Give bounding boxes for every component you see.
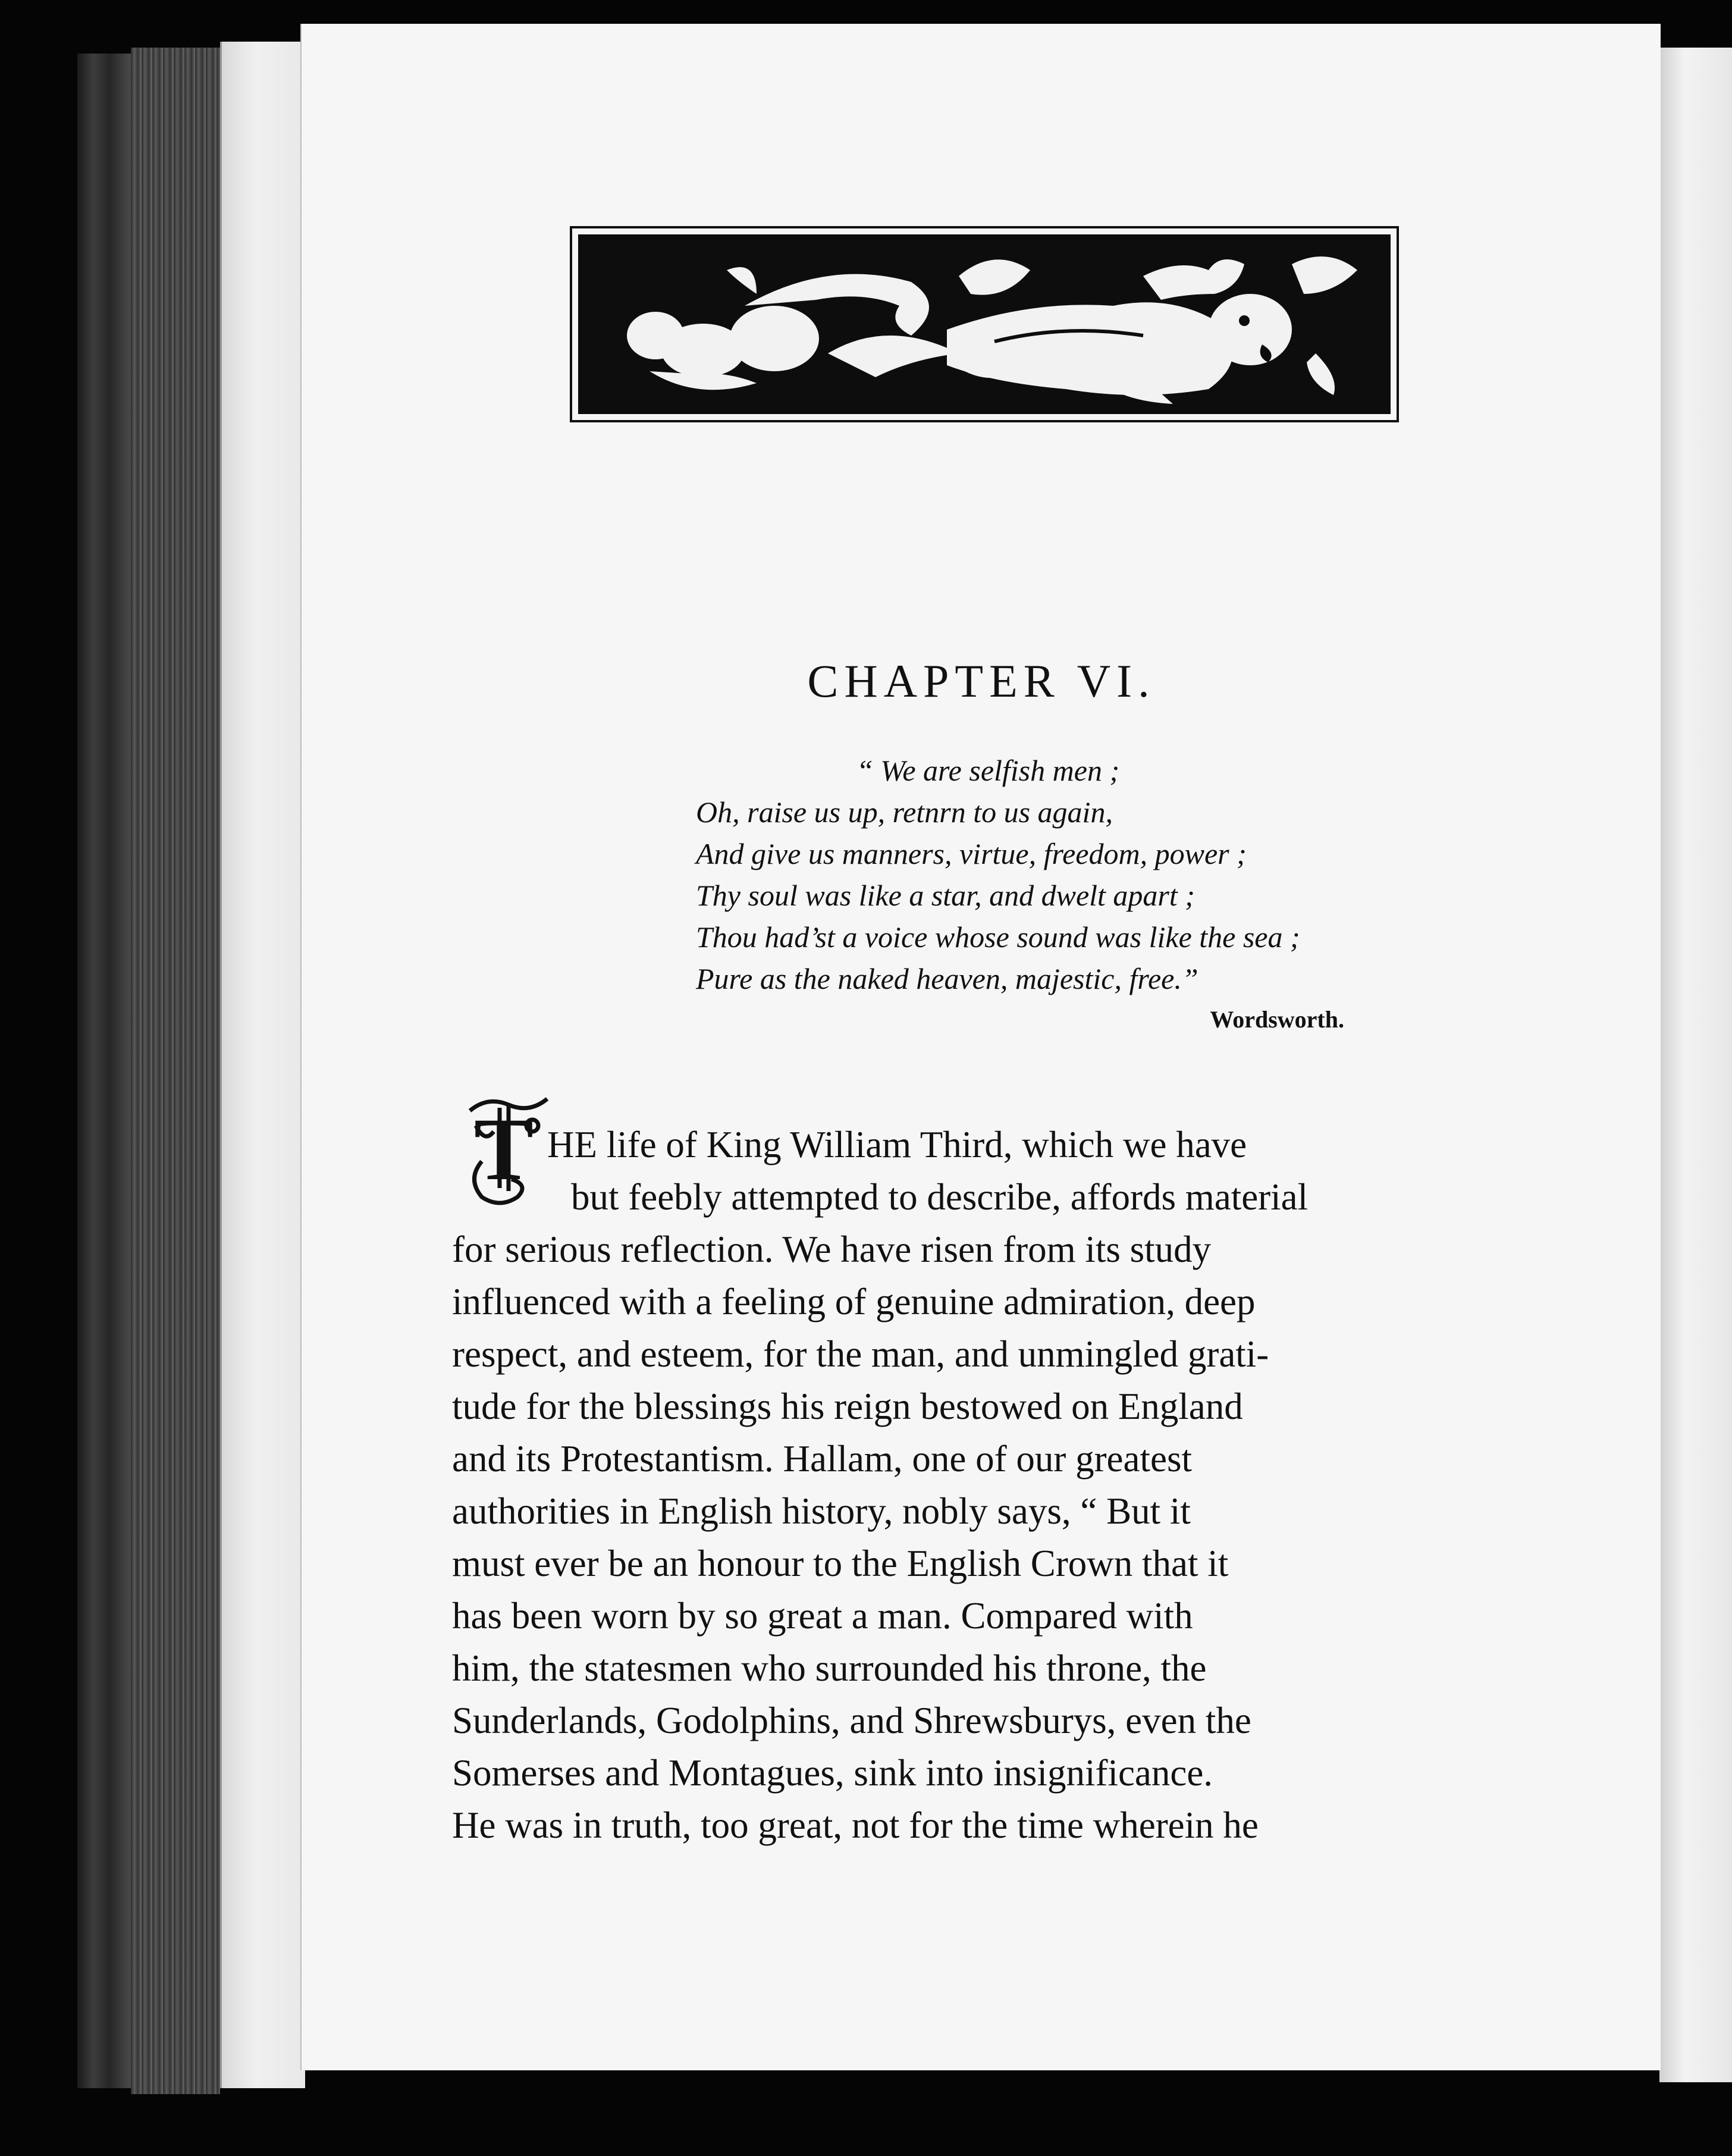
epigraph-line: And give us manners, virtue, freedom, power ;	[696, 837, 1247, 870]
body-line	[452, 1171, 1475, 1223]
body-line	[452, 1799, 1475, 1851]
epigraph-line: “ We are selfish men ;	[856, 754, 1120, 787]
chapter-title: CHAPTER VI.	[807, 655, 1156, 707]
body-line	[452, 1590, 1475, 1642]
facing-page-edge	[1659, 48, 1732, 2082]
page-stack-light-edge	[220, 42, 305, 2088]
epigraph-attribution: Wordsworth.	[1210, 1006, 1344, 1033]
epigraph-line: Thy soul was like a star, and dwelt apart ;	[696, 879, 1195, 912]
body-line-text: Sunderlands, Godolphins, and Shrewsburys, even the	[452, 1700, 1251, 1741]
body-line-text: but feebly attempted to describe, affords material	[571, 1176, 1309, 1218]
body-line-text: must ever be an honour to the English Crown that it	[452, 1543, 1229, 1584]
epigraph	[696, 750, 1410, 999]
epigraph-line: Pure as the naked heaven, majestic, free.”	[696, 962, 1198, 995]
body-line	[452, 1223, 1475, 1276]
body-line	[452, 1380, 1475, 1433]
body-line-text: authorities in English history, nobly says, “ But it	[452, 1490, 1191, 1532]
body-line-text: him, the statesmen who surrounded his throne, the	[452, 1647, 1207, 1689]
body-line-text: tude for the blessings his reign bestowed on England	[452, 1386, 1243, 1427]
body-line-text: respect, and esteem, for the man, and unmingled grati-	[452, 1333, 1269, 1375]
body-line-text: influenced with a feeling of genuine admiration, deep	[452, 1281, 1256, 1323]
body-line-text: and its Protestantism. Hallam, one of our greatest	[452, 1438, 1192, 1480]
body-line	[452, 1747, 1475, 1799]
body-line-text: for serious reflection. We have risen from its study	[452, 1229, 1212, 1270]
headpiece-lion-foliage-icon	[578, 234, 1391, 414]
body-line	[452, 1694, 1475, 1747]
body-line	[452, 1433, 1475, 1485]
drop-cap-letter: T	[473, 1100, 534, 1199]
body-line	[452, 1537, 1475, 1590]
body-line	[452, 1118, 1475, 1171]
headpiece-ornament	[570, 226, 1399, 422]
body-line	[452, 1276, 1475, 1328]
body-line	[452, 1642, 1475, 1694]
epigraph-line: Thou had’st a voice whose sound was like the sea ;	[696, 920, 1300, 954]
body-line	[452, 1485, 1475, 1537]
body-line-text: Somerses and Montagues, sink into insignificance.	[452, 1752, 1213, 1794]
body-line	[452, 1328, 1475, 1380]
body-line-text: HE life of King William Third, which we have	[547, 1124, 1247, 1165]
body-paragraph	[452, 1118, 1475, 1851]
epigraph-line: Oh, raise us up, retnrn to us again,	[696, 795, 1113, 829]
book-spine-edge	[77, 54, 131, 2088]
body-line-text: has been worn by so great a man. Compared with	[452, 1595, 1193, 1637]
page-stack-edge	[131, 48, 220, 2094]
body-line-text: He was in truth, too great, not for the time wherein he	[452, 1804, 1259, 1846]
